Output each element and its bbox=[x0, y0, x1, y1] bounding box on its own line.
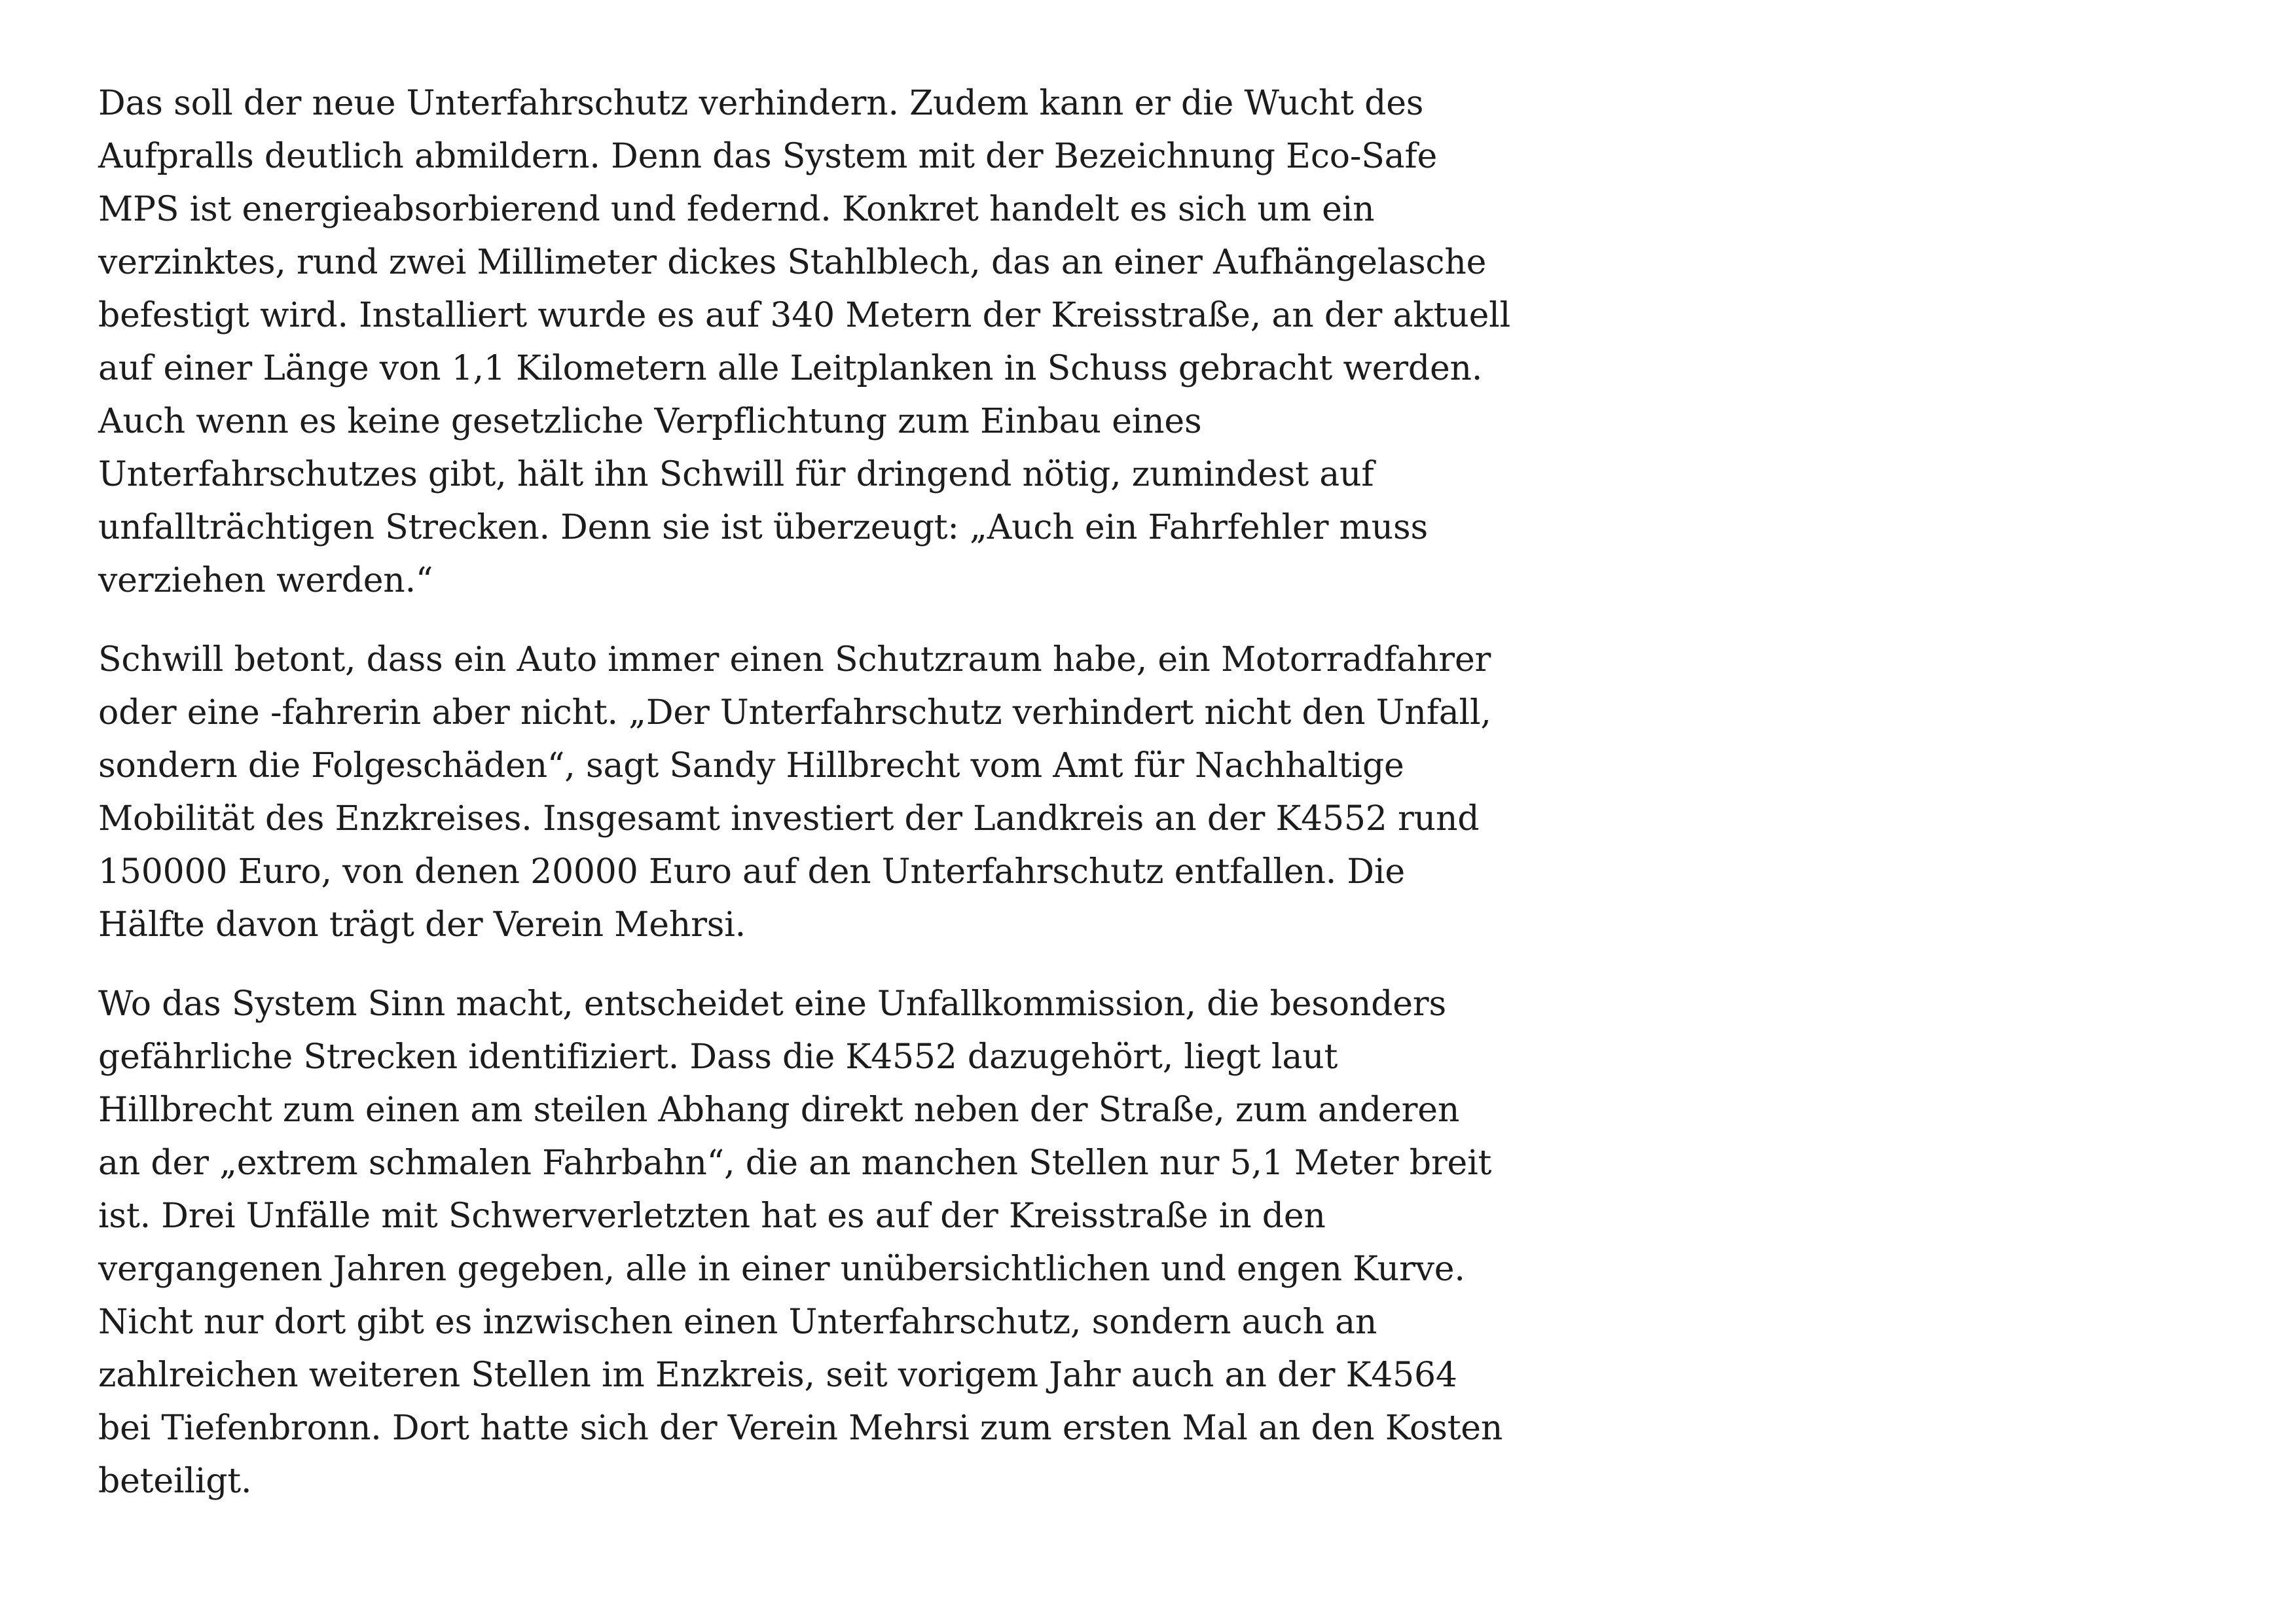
text-line: Mobilität des Enzkreises. Insgesamt investiert der Landkreis an der K4552 rund bbox=[98, 799, 1480, 838]
text-line: Auch wenn es keine gesetzliche Verpflichtung zum Einbau eines bbox=[98, 402, 1202, 441]
text-line: Aufpralls deutlich abmildern. Denn das System mit der Bezeichnung Eco-Safe bbox=[98, 137, 1438, 176]
text-line: Nicht nur dort gibt es inzwischen einen Unterfahrschutz, sondern auch an bbox=[98, 1303, 1377, 1342]
text-line: beteiligt. bbox=[98, 1462, 252, 1501]
text-line: unfallträchtigen Strecken. Denn sie ist überzeugt: „Auch ein Fahrfehler muss bbox=[98, 508, 1428, 547]
article-paragraph-1 bbox=[98, 77, 1511, 607]
article-paragraph-3 bbox=[98, 978, 1506, 1508]
article-paragraph-2 bbox=[98, 634, 1506, 952]
text-line: auf einer Länge von 1,1 Kilometern alle Leitplanken in Schuss gebracht werden. bbox=[98, 349, 1483, 388]
text-line: Das soll der neue Unterfahrschutz verhindern. Zudem kann er die Wucht des bbox=[98, 84, 1424, 123]
text-line: zahlreichen weiteren Stellen im Enzkreis, seit vorigem Jahr auch an der K4564 bbox=[98, 1356, 1457, 1395]
text-line: oder eine -fahrerin aber nicht. „Der Unterfahrschutz verhindert nicht den Unfall, bbox=[98, 693, 1491, 732]
text-line: verziehen werden.“ bbox=[98, 561, 433, 600]
text-line: Hillbrecht zum einen am steilen Abhang direkt neben der Straße, zum anderen bbox=[98, 1090, 1460, 1130]
text-line: an der „extrem schmalen Fahrbahn“, die an manchen Stellen nur 5,1 Meter breit bbox=[98, 1144, 1492, 1183]
text-line: Schwill betont, dass ein Auto immer einen Schutzraum habe, ein Motorradfahrer bbox=[98, 640, 1491, 679]
article-body bbox=[98, 77, 1511, 1534]
text-line: MPS ist energieabsorbierend und federnd. Konkret handelt es sich um ein bbox=[98, 190, 1375, 229]
text-line: Unterfahrschutzes gibt, hält ihn Schwill für dringend nötig, zumindest auf bbox=[98, 455, 1374, 494]
text-line: Hälfte davon trägt der Verein Mehrsi. bbox=[98, 905, 746, 945]
text-line: befestigt wird. Installiert wurde es auf 340 Metern der Kreisstraße, an der aktuell bbox=[98, 296, 1511, 335]
text-line: gefährliche Strecken identifiziert. Dass die K4552 dazugehört, liegt laut bbox=[98, 1037, 1338, 1077]
text-line: 150000 Euro, von denen 20000 Euro auf den Unterfahrschutz entfallen. Die bbox=[98, 852, 1405, 892]
text-line: vergangenen Jahren gegeben, alle in einer unübersichtlichen und engen Kurve. bbox=[98, 1250, 1465, 1289]
text-line: Wo das System Sinn macht, entscheidet eine Unfallkommission, die besonders bbox=[98, 984, 1446, 1024]
text-line: sondern die Folgeschäden“, sagt Sandy Hillbrecht vom Amt für Nachhaltige bbox=[98, 746, 1404, 785]
text-line: ist. Drei Unfälle mit Schwerverletzten hat es auf der Kreisstraße in den bbox=[98, 1197, 1326, 1236]
text-line: bei Tiefenbronn. Dort hatte sich der Verein Mehrsi zum ersten Mal an den Kosten bbox=[98, 1409, 1503, 1448]
text-line: verzinktes, rund zwei Millimeter dickes Stahlblech, das an einer Aufhängelasche bbox=[98, 243, 1487, 282]
